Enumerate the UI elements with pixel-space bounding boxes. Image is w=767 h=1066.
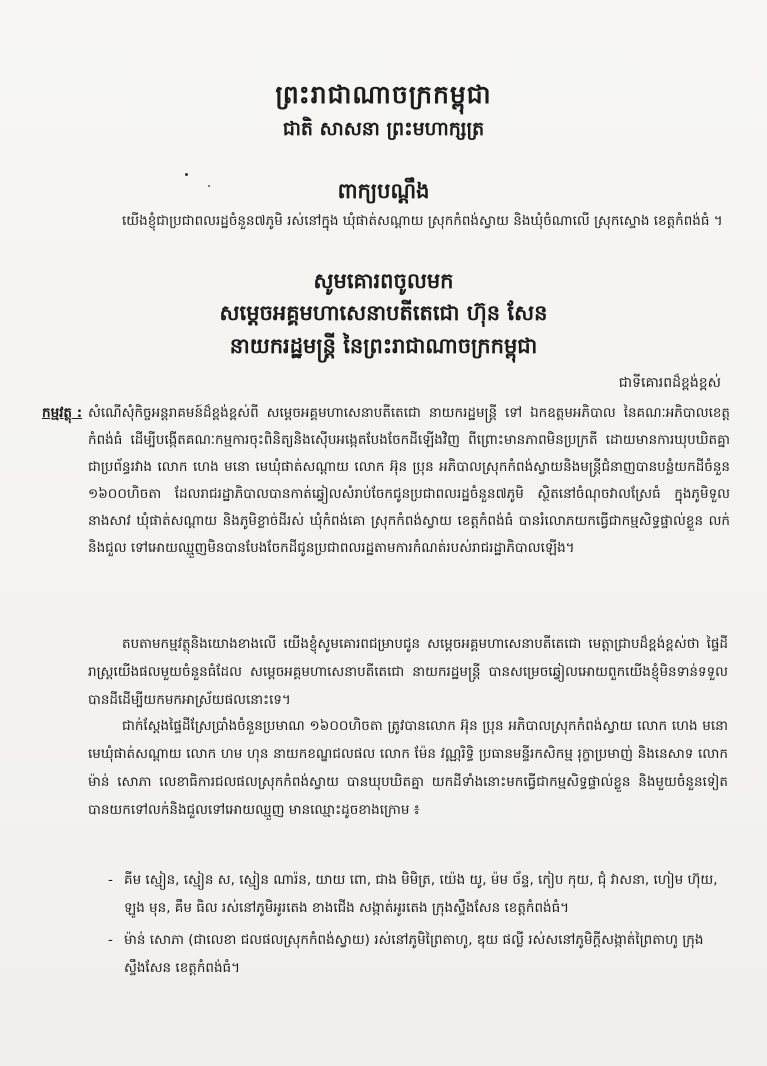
subject-body: សំណើសុំកិច្ចអន្តរាគមន៍ដ៏ខ្ពង់ខ្ពស់ពី សម្តេចអគ្គមហាសេនាបតីតេជោ នាយករដ្ឋមន្ត្រី ទៅ ឯកឧត្តមអភិបាល នៃគណៈអភិបាលខេត្តកំពង់ធំ ដើម្បីបង្កើតគណៈកម្មការចុះពិនិត្យនិងស៊ើបអង្កេតបែងចែកដីឡើងវិញ ពីព្រោះមានភាពមិនប្រក្រតី ដោយមានការឃុបឃិតគ្នាជាប្រព័ន្ធរវាង លោក ហេង មនោ មេឃុំផាត់សណ្តាយ លោក អ៊ុន ប្រុន អភិបាលស្រុកកំពង់ស្វាយនិងមន្ត្រីជំនាញបានបន្លំយកដីចំនួន ១៦០០ហិចតា ដែលរាជរដ្ឋាភិបាលបានកាត់ឆ្វៀលសំរាប់ចែកជូនប្រជាពលរដ្ឋចំនួន៧ភូមិ ស្ថិតនៅចំណុចវាលស្រែធំ ក្នុងភូមិទួលនាងសាវ ឃុំផាត់សណ្តាយ និងភូមិខ្លាច់ដីរស់ ឃុំកំពង់គោ ស្រុកកំពង់ស្វាយ ខេត្តកំពង់ធំ បានរំលោភយកធ្វើជាកម្មសិទ្ធផ្ទាល់ខ្លួន លក់ និងជួល ទៅអោយឈ្មួញមិនបានបែងចែកដីជូនប្រជាពលរដ្ឋតាមការកំណត់របស់រាជរដ្ឋាភិបាលឡើង។: [88, 405, 730, 556]
list-item: [108, 866, 730, 922]
kingdom-heading: ព្រះរាជាណាចក្រកម្ពុជា: [275, 80, 492, 109]
subject-block: [42, 400, 730, 562]
list-item-text: ម៉ាន់ សោភា (ជាលេខា ជលផលស្រុកកំពង់ស្វាយ) រស់នៅភូមិព្រៃតាហូ, ឌុយ ផល្លី រស់សនៅភូមិក្តីសង្កាត់ព្រៃតាហូ ក្រុងស្ទឹងសែន ខេត្តកំពង់ធំ។: [124, 932, 704, 976]
dash-bullet-icon: -: [108, 932, 113, 948]
document-title: ពាក្យបណ្តឹង: [337, 179, 430, 203]
salutation: ជាទីគោរពដ៏ខ្ពង់ខ្ពស់: [618, 375, 721, 391]
speck-mark: [185, 173, 188, 176]
list-item: [108, 926, 730, 982]
subject-label: កម្មវត្ថុ :: [42, 405, 83, 421]
recipient-line-1: សូមគោរពចូលមក: [313, 269, 454, 293]
motto-heading: ជាតិ សាសនា ព្រះមហាក្សត្រ: [282, 118, 485, 140]
recipient-line-3: នាយករដ្ឋមន្ត្រី នៃព្រះរាជាណាចក្រកម្ពុជា: [229, 334, 538, 358]
body-paragraph-1: តបតាមកម្មវត្ថុនិងយោងខាងលើ យើងខ្ញុំសូមគោរពជម្រាបជូន សម្តេចអគ្គមហាសេនាបតីតេជោ មេត្តាជ្រាបដ៏ខ្ពង់ខ្ពស់ថា ផ្ទៃដីរាស្រ្តយើងផលមួយចំនួនធំដែល សម្តេចអគ្គមហាសេនាបតីតេជោ នាយករដ្ឋមន្ត្រី បានសម្រេចឆ្វៀលអោយពួកយើងខ្ញុំមិនទាន់ទទួលបានដីដើម្បីយកមកអាស្រ័យផលនោះទេ។: [88, 636, 728, 708]
names-list: [108, 866, 730, 986]
recipient-line-2: សម្តេចអគ្គមហាសេនាបតីតេជោ ហ៊ុន សែន: [219, 301, 548, 325]
body-paragraph-2: ជាក់ស្តែងផ្ទៃដីស្រែប្រាំងចំនួនប្រមាណ ១៦០០ហិចតា ត្រូវបានលោក អ៊ុន ប្រុន អភិបាលស្រុកកំពង់ស្វាយ លោក ហេង មនោ មេឃុំផាត់សណ្តាយ លោក ហម ហុន នាយកខណ្ឌជលផល លោក ម៉ែន វណ្ណរិទ្ធិ ប្រធានមន្ទីរកសិកម្ម រុក្ខាប្រមាញ់ និងនេសាទ លោក ម៉ាន់ សោភា លេខាធិការជលផលស្រុកកំពង់ស្វាយ បានឃុបឃិតគ្នា យកដីទាំងនោះមកធ្វើជាកម្មសិទ្ធផ្ទាល់ខ្លួន និងមួយចំនួនទៀតបានយកទៅលក់និងជួលទៅអោយឈ្មួញ មានឈ្មោះដូចខាងក្រោម ៖: [88, 718, 728, 818]
intro-paragraph: [88, 210, 728, 233]
dash-bullet-icon: -: [108, 872, 113, 888]
intro-text: យើងខ្ញុំជាប្រជាពលរដ្ឋចំនួន៧ភូមិ រស់នៅក្នុង ឃុំផាត់សណ្តាយ ស្រុកកំពង់ស្វាយ និងឃុំចំណាលើ ស្រុកស្ទោង ខេត្តកំពង់ធំ ។: [122, 213, 723, 229]
list-item-text: គីម ស្មៀន, ស្មៀន ស, ស្មៀន ណារ៉ន, យាយ ពោ, ជាង មិមិត្រ, យ៉េង យូ, ម៉ម ច័ន្ទ, កៀប កុយ, ជុំ វាសនា, ហៀម ហ៊ុយ, ឡូង មុន, គឹម ធិល រស់នៅភូមិអូរតេង ខាងជើង សង្កាត់អូរតេង ក្រុងស្ទឹងសែន ខេត្តកំពង់ធំ។: [124, 872, 718, 916]
